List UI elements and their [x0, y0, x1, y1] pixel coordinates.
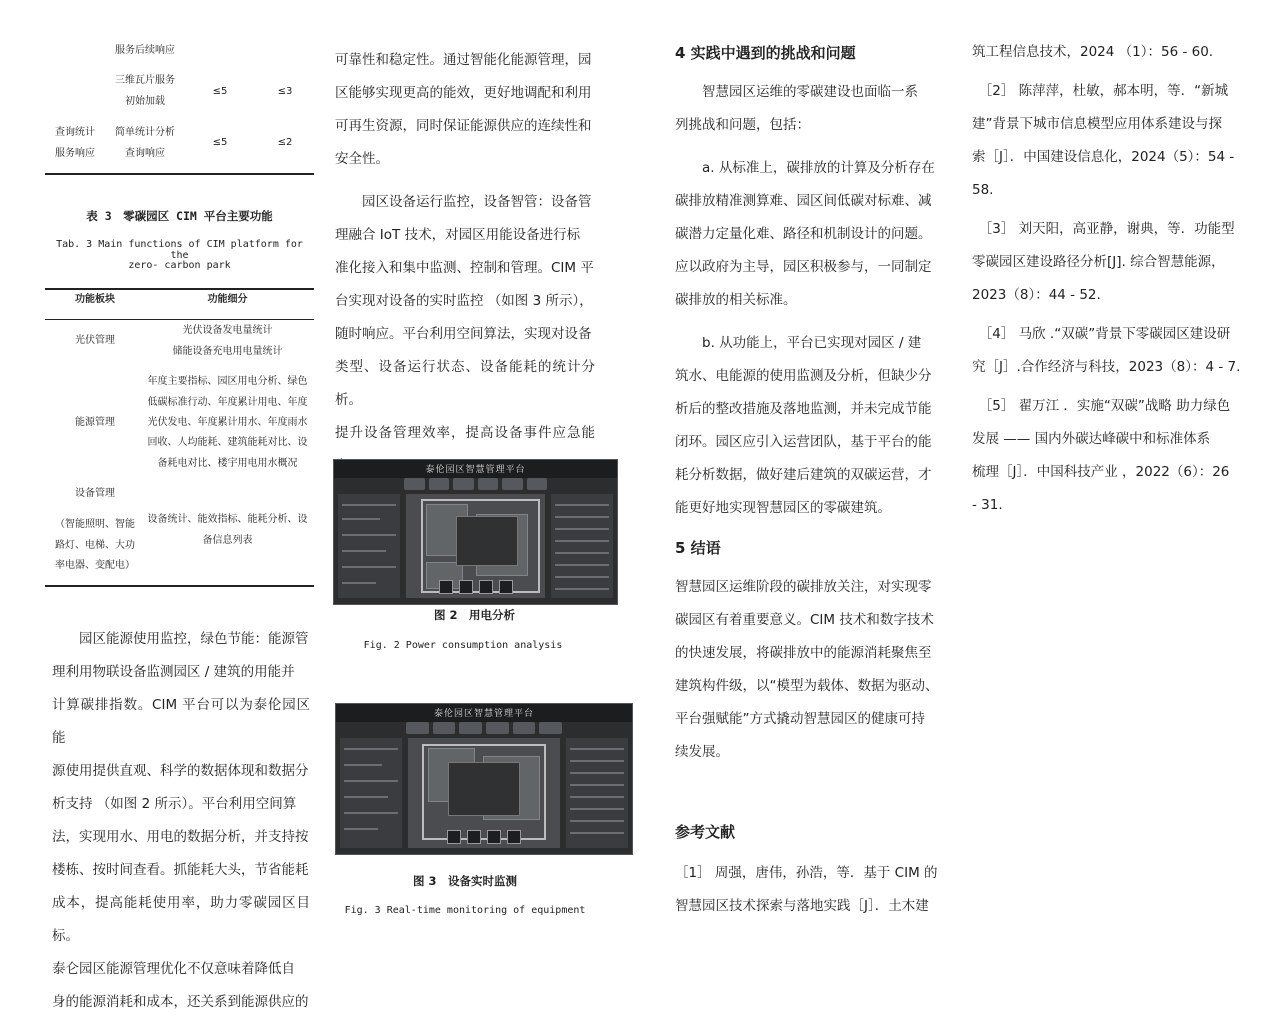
text-line: 析支持 （如图 2 所示）。平台利用空间算	[52, 796, 297, 812]
text-line: 建筑构件级，以“模型为载体、数据为驱动、	[675, 678, 939, 694]
table-caption-en: Tab. 3 Main functions of CIM platform for the	[56, 239, 303, 261]
table-header: 功能细分	[207, 294, 248, 305]
reference-line: ［2］ 陈萍萍，杜敏，郝本明，等．“新城	[978, 83, 1229, 99]
text-line: a. 从标准上，碳排放的计算及分析存在	[702, 160, 935, 176]
reference-line: ［3］ 刘天阳，高亚静，谢典，等．功能型	[978, 221, 1235, 237]
table-cell: 低碳标准行动、年度累计用电、年度	[147, 397, 308, 408]
table-cell: 初始加载	[125, 96, 165, 107]
column-4	[972, 36, 1242, 528]
table-cell: 光伏管理	[75, 335, 115, 346]
text-line: 闭环。园区应引入运营团队，基于平台的能	[675, 434, 932, 450]
table-cell: 光伏设备发电量统计	[182, 325, 273, 336]
text-line: 园区能源使用监控，绿色节能：能源管	[79, 631, 309, 647]
table-cell: 服务响应	[55, 148, 95, 159]
text-line: 智慧园区运维阶段的碳排放关注，对实现零	[675, 579, 932, 595]
text-line: 区能够实现更高的能效，更好地调配和利用	[335, 85, 592, 101]
text-line: 的快速发展，将碳排放中的能源消耗聚焦至	[675, 645, 932, 661]
table-cell: 查询统计	[55, 127, 95, 138]
text-line: 碳潜力定量化难、路径和机制设计的问题。	[675, 226, 932, 242]
text-line: 计算碳排指数。CIM 平台可以为泰伦园区能	[52, 697, 310, 746]
reference-line: ［5］ 翟万江 ．实施“双碳”战略 助力绿色	[978, 398, 1231, 414]
text-line: 平台强赋能”方式撬动智慧园区的健康可持	[675, 711, 925, 727]
text-line: 楼栋、按时间查看。抓能耗大头，节省能耗	[52, 862, 309, 878]
text-line: 源使用提供直观、科学的数据体现和数据分	[52, 763, 309, 779]
table-cell: 设备管理	[75, 488, 115, 499]
reference-line: - 31.	[972, 497, 1003, 513]
dashboard-title: 泰伦园区智慧管理平台	[433, 709, 534, 719]
table-cell: 能源管理	[75, 417, 115, 428]
reference-line: 发展 —— 国内外碳达峰碳中和标准体系	[972, 431, 1211, 447]
text-line: 智慧园区运维的零碳建设也面临一系	[702, 84, 918, 100]
text-line: 碳园区有着重要意义。CIM 技术和数字技术	[675, 612, 934, 628]
reference-line: ［4］ 马欣 .“双碳”背景下零碳园区建设研	[978, 326, 1231, 342]
text-line: 应以政府为主导，园区积极参与，一同制定	[675, 259, 932, 275]
reference-line: ［1］ 周强，唐伟，孙浩，等．基于 CIM 的	[675, 865, 938, 881]
text-line: 能更好地实现智慧园区的零碳建筑。	[675, 500, 891, 516]
section-heading-4: 4 实践中遇到的挑战和问题	[675, 44, 856, 62]
dashboard-toolbar	[336, 830, 632, 844]
text-line: 类型、设备运行状态、设备能耗的统计分析。	[335, 359, 595, 408]
reference-5	[972, 390, 1242, 522]
table-bottom-rule	[45, 173, 314, 175]
text-line: 身的能源消耗和成本，还关系到能源供应的	[52, 994, 309, 1010]
text-line: 理融合 IoT 技术，对园区用能设备进行标	[335, 227, 581, 243]
table-cell: 光伏发电、年度累计用水、年度雨水	[147, 417, 308, 428]
table-cell: ≤3	[277, 86, 293, 97]
text-line: 安全性。	[335, 151, 389, 167]
text-line: 可再生资源，同时保证能源供应的连续性和	[335, 118, 592, 134]
reference-line: 零碳园区建设路径分析[J]. 综合智慧能源，	[972, 254, 1225, 270]
table-cell: 储能设备充电用电量统计	[172, 346, 283, 357]
text-line: 成本，提高能耗使用率，助力零碳园区目标。	[52, 895, 310, 944]
figure-3-caption-cn: 图 3 设备实时监测	[412, 874, 517, 888]
reference-line: 筑工程信息技术，2024 （1）：56 - 60.	[972, 44, 1214, 60]
reference-line: 智慧园区技术探索与落地实践［J］．土木建	[675, 898, 929, 914]
figure-2-caption-cn: 图 2 用电分析	[433, 608, 515, 622]
table-cell: 三维瓦片服务	[115, 75, 175, 86]
text-line: 列挑战和问题，包括：	[675, 117, 810, 133]
figure-3-caption-en: Fig. 3 Real-time monitoring of equipment	[344, 905, 586, 916]
table-cell: 设备统计、能效指标、能耗分析、设	[147, 514, 308, 525]
references-heading: 参考文献	[675, 823, 736, 841]
reference-3	[972, 213, 1242, 312]
table-bottom-rule	[45, 585, 314, 587]
table-cell: ≤5	[212, 137, 228, 148]
text-line: 理利用物联设备监测园区 / 建筑的用能并	[52, 664, 295, 680]
dashboard-tabs	[404, 478, 547, 490]
section-heading-5: 5 结语	[675, 539, 721, 557]
body-text-col1	[52, 623, 310, 1019]
reference-line: 索［J］．中国建设信息化，2024（5）：54 -	[972, 149, 1235, 165]
table-cell: ≤2	[277, 137, 293, 148]
text-line: 筑水、电能源的使用监测及分析，但缺少分	[675, 368, 932, 384]
reference-line: 梳理［J］．中国科技产业 ，2022（6）：26	[972, 464, 1230, 480]
text-line: 耗分析数据，做好建后建筑的双碳运营，才	[675, 467, 932, 483]
table-cell: 回收、人均能耗、建筑能耗对比、设	[147, 437, 308, 448]
column-2	[335, 44, 595, 516]
reference-2	[972, 75, 1242, 207]
text-line: 台实现对设备的实时监控 （如图 3 所示），	[335, 293, 593, 309]
reference-line: 建”背景下城市信息模型应用体系建设与探	[972, 116, 1222, 132]
figure-2-screenshot	[333, 459, 618, 605]
figure-2-caption-en: Fig. 2 Power consumption analysis	[363, 640, 563, 651]
table-cell: 备耗电对比、楼宇用电用水概况	[157, 458, 298, 469]
table-caption-en: zero- carbon park	[128, 260, 231, 271]
text-line: 园区设备运行监控，设备智管：设备管	[362, 194, 592, 210]
figure-3-screenshot	[335, 703, 633, 855]
reference-line: 2023（8）：44 - 52.	[972, 287, 1101, 303]
text-line: 碳排放精准测算难、园区间低碳对标难、减	[675, 193, 932, 209]
table-cell: 查询响应	[125, 148, 165, 159]
table-header: 功能板块	[75, 294, 115, 305]
table-cell: 服务后续响应	[115, 45, 175, 56]
text-line: 续发展。	[675, 744, 729, 760]
dashboard-tabs	[406, 722, 562, 734]
table-cell: 路灯、电梯、大功	[55, 540, 135, 551]
text-line: b. 从功能上，平台已实现对园区 / 建	[702, 335, 922, 351]
table-cell: 备信息列表	[202, 535, 253, 546]
text-line: 随时响应。平台利用空间算法，实现对设备	[335, 326, 592, 342]
table-cell: 率电器、变配电）	[55, 560, 135, 571]
text-line: 可靠性和稳定性。通过智能化能源管理，园	[335, 52, 592, 68]
reference-line: 究［J］.合作经济与科技，2023（8）：4 - 7.	[972, 359, 1241, 375]
table-caption-cn: 表 3 零碳园区 CIM 平台主要功能	[86, 209, 273, 223]
text-line: 碳排放的相关标准。	[675, 292, 797, 308]
dashboard-toolbar	[334, 580, 617, 594]
table-cell: 年度主要指标、园区用电分析、绿色	[147, 376, 308, 387]
dashboard-title: 泰伦园区智慧管理平台	[425, 465, 526, 475]
text-line: 提升设备管理效率，提高设备事件应急能	[335, 425, 595, 441]
text-line: 析后的整改措施及落地监测，并未完成节能	[675, 401, 932, 417]
table-cell: 简单统计分析	[115, 127, 175, 138]
text-line: 法，实现用水、用电的数据分析，并支持按	[52, 829, 309, 845]
table-cell: （智能照明、智能	[55, 519, 135, 530]
reference-4	[972, 318, 1242, 384]
column-3	[675, 36, 943, 923]
reference-line: 58.	[972, 182, 994, 198]
text-line: 准化接入和集中监测、控制和管理。CIM 平	[335, 260, 594, 276]
text-line: 泰仑园区能源管理优化不仅意味着降低自	[52, 961, 295, 977]
table-cell: ≤5	[212, 86, 228, 97]
